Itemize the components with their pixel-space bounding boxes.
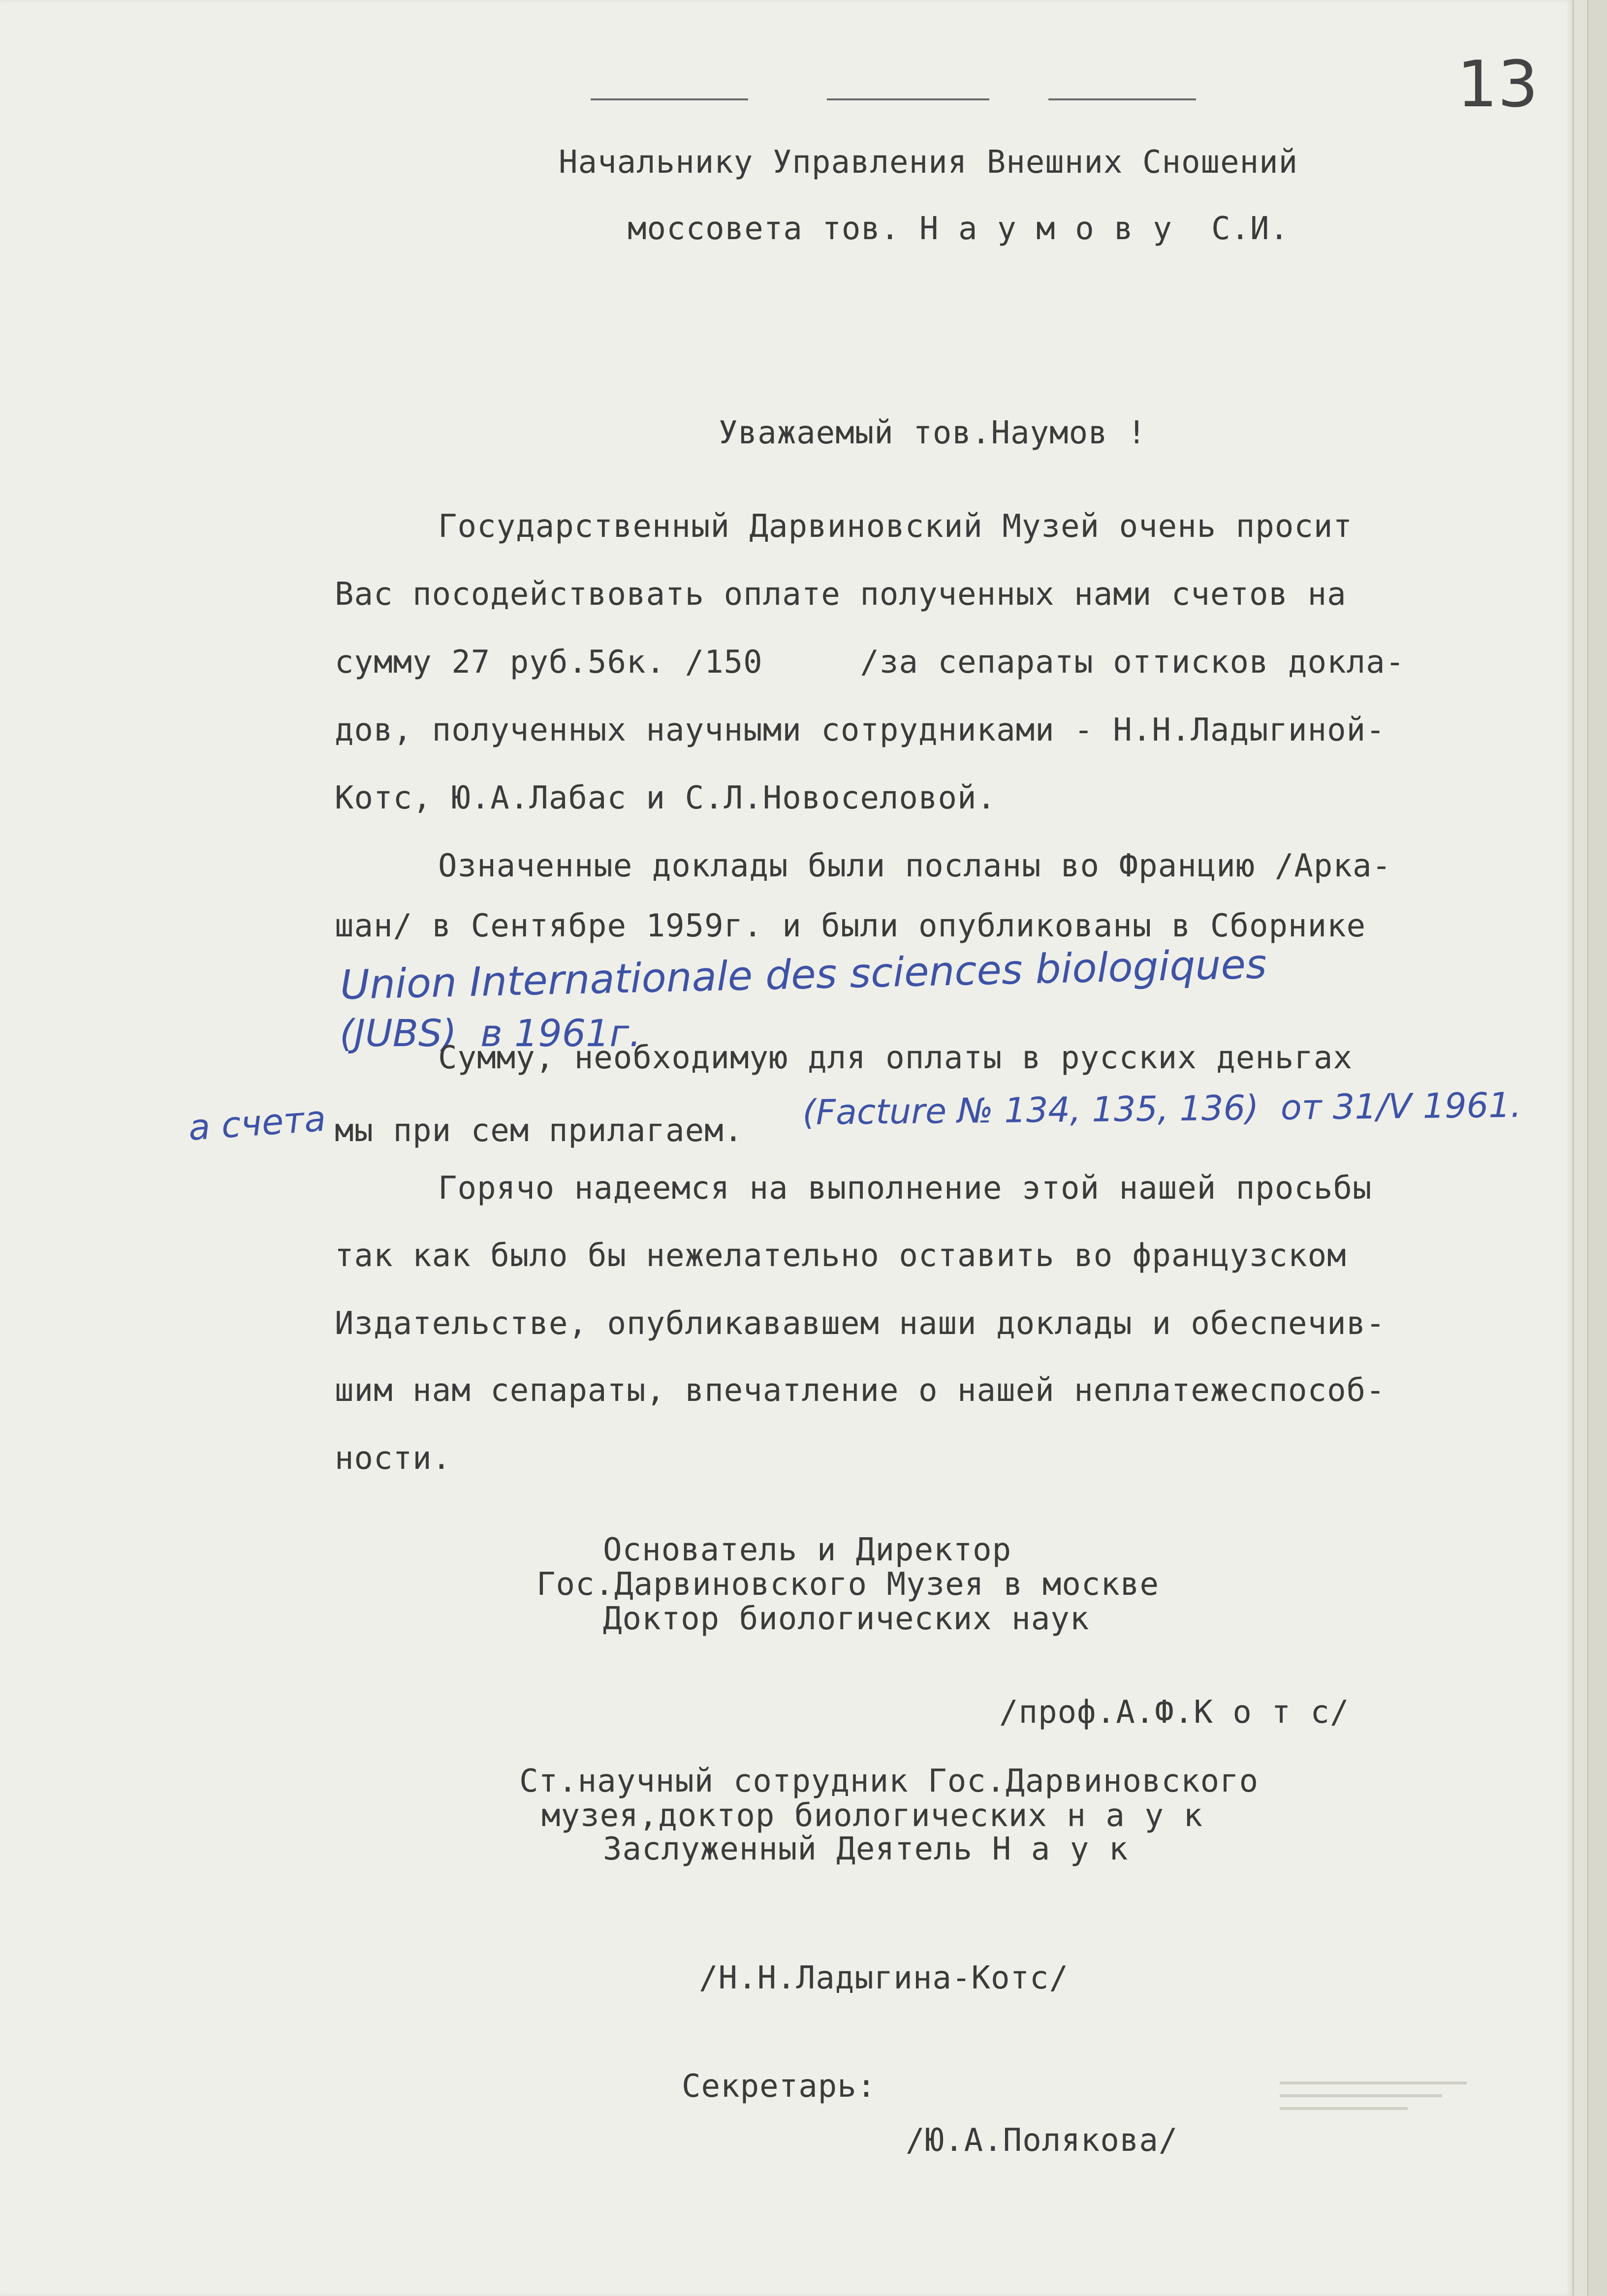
secretary-name: /Ю.А.Полякова/ xyxy=(906,2122,1178,2159)
signature-director-title: Основатель и Директор xyxy=(603,1532,1012,1568)
body-line: мы при сем прилагаем. xyxy=(335,1113,744,1149)
handwritten-margin-note: а счета xyxy=(187,1097,327,1148)
addressee-line-1: Начальнику Управления Внешних Сношений xyxy=(559,144,1298,181)
body-line: Государственный Дарвиновский Музей очень просит xyxy=(438,508,1353,545)
signature-researcher-name: /Н.Н.Ладыгина-Котс/ xyxy=(699,1960,1069,1996)
paper-edge xyxy=(1587,0,1607,2296)
body-line: шим нам сепараты, впечатление о нашей неплатежеспособ- xyxy=(335,1372,1386,1409)
body-line: ности. xyxy=(335,1440,452,1477)
handwritten-journal-name: Union Internationale des sciences biologiques xyxy=(340,941,1267,1009)
faded-stamp xyxy=(1280,2067,1486,2165)
handwritten-invoice-note: (Facture № 134, 135, 136) от 31/V 1961. xyxy=(802,1085,1522,1133)
body-line: Котс, Ю.А.Лабас и С.Л.Новоселовой. xyxy=(335,780,997,816)
body-line: так как было бы нежелательно оставить во французском xyxy=(335,1238,1347,1274)
body-line: Издательстве, опубликававшем наши доклады и обеспечив- xyxy=(335,1305,1386,1342)
signature-director-title: Гос.Дарвиновского Музея в москве xyxy=(536,1566,1159,1603)
header-dash xyxy=(591,98,748,100)
page-number: 13 xyxy=(1457,47,1539,122)
signature-director-title: Доктор биологических наук xyxy=(603,1601,1090,1637)
body-line: шан/ в Сентябре 1959г. и были опубликованы в Сборнике xyxy=(335,908,1366,944)
secretary-title: Секретарь: xyxy=(682,2068,877,2105)
body-line: Горячо надеемся на выполнение этой нашей просьбы xyxy=(438,1170,1372,1207)
header-dash xyxy=(827,98,989,100)
body-line: Означенные доклады были посланы во Францию /Арка- xyxy=(438,848,1392,884)
header-dash xyxy=(1048,98,1196,100)
handwritten-journal-abbrev: (JUBS) в 1961г. xyxy=(340,1011,641,1055)
salutation: Уважаемый тов.Наумов ! xyxy=(719,415,1147,451)
body-line: Сумму, необходимую для оплаты в русских деньгах xyxy=(438,1040,1353,1076)
signature-researcher-title: музея,доктор биологических н а у к xyxy=(541,1798,1203,1834)
body-line: дов, полученных научными сотрудниками - Н.Н.Ладыгиной- xyxy=(335,712,1386,748)
paper-edge xyxy=(1573,0,1589,2296)
signature-director-name: /проф.А.Ф.К о т с/ xyxy=(999,1694,1350,1731)
signature-researcher-title: Ст.научный сотрудник Гос.Дарвиновского xyxy=(519,1763,1259,1800)
body-line: сумму 27 руб.56к. /150 /за сепараты оттисков докла- xyxy=(335,644,1405,681)
signature-researcher-title: Заслуженный Деятель Н а у к xyxy=(603,1831,1129,1867)
addressee-line-2: моссовета тов. Н а у м о в у С.И. xyxy=(628,211,1290,247)
body-line: Вас посодействовать оплате полученных нами счетов на xyxy=(335,576,1347,613)
